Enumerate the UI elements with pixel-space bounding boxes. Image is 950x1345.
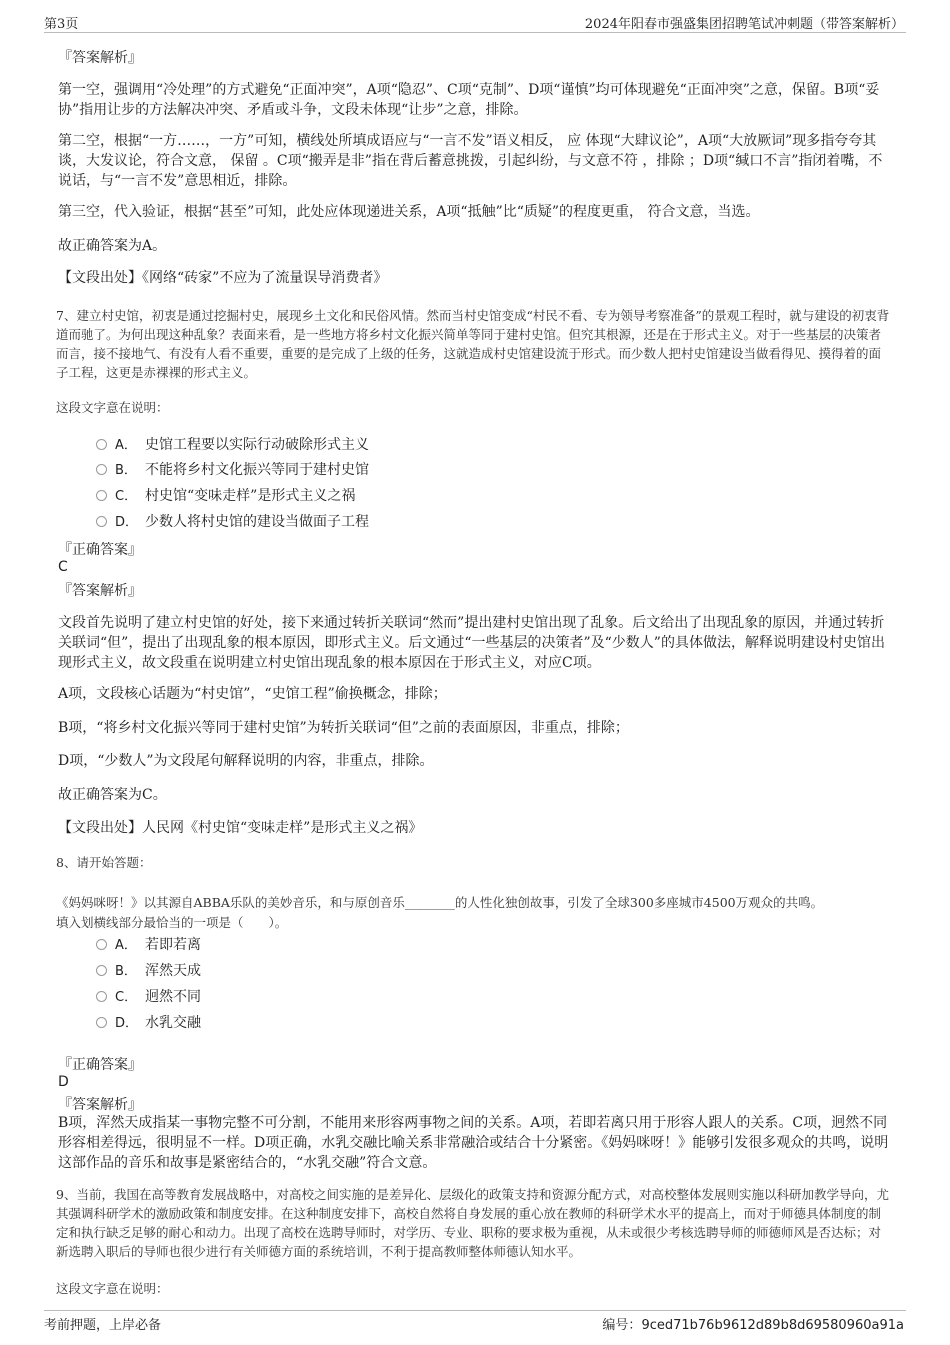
radio-icon[interactable] bbox=[96, 991, 107, 1002]
q7-stem: 7、建立村史馆，初衷是通过挖掘村史，展现乡土文化和民俗风情。然而当村史馆变成“村民不看、专为领导考察准备”的景观工程时，就与建设的初衷背道而驰了。为何出现这种乱象？表面来看，是一些地方将乡村文化振兴简单等同于建村史馆。但究其根源，还是在于形式主义。对于一些基层的决策者而言，接不接地气、有没有人看不重要，重要的是完成了上级的任务，这就造成村史馆建设流于形式。而少数人把村史馆建设当做看得见、摸得着的面子工程，这更是赤裸裸的形式主义。 bbox=[56, 308, 890, 380]
q7-correct-answer: C bbox=[58, 559, 68, 575]
q6-source: 【文段出处】《网络“砖家”不应为了流量误导消费者》 bbox=[58, 270, 388, 286]
q8-body: 《妈妈咪呀！》以其源自ABBA乐队的美妙音乐，和与原创音乐________的人性化独创故事，引发了全球300多座城市4500万观众的共鸣。 bbox=[56, 895, 824, 910]
q7-correct-label: 『正确答案』 bbox=[58, 542, 142, 558]
radio-icon[interactable] bbox=[96, 464, 107, 475]
q7-analysis-p4: D项，“少数人”为文段尾句解释说明的内容，非重点，排除。 bbox=[58, 753, 434, 769]
document-title: 2024年阳春市强盛集团招聘笔试冲刺题（带答案解析） bbox=[584, 17, 904, 32]
q6-analysis-conclusion: 故正确答案为A。 bbox=[58, 238, 167, 254]
footer-code-value: 9ced71b76b9612d89b8d69580960a91a bbox=[641, 1318, 904, 1333]
q7-analysis-p3: B项，“将乡村文化振兴等同于建村史馆”为转折关联词“但”之前的表面原因，非重点，排除； bbox=[58, 720, 629, 736]
q9-prompt: 这段文字意在说明： bbox=[56, 1281, 169, 1296]
footer-code-label: 编号： bbox=[602, 1318, 642, 1333]
q8-correct-label: 『正确答案』 bbox=[58, 1057, 142, 1073]
q7-analysis-label: 『答案解析』 bbox=[58, 583, 142, 599]
radio-icon[interactable] bbox=[96, 439, 107, 450]
q7-analysis-p2: A项，文段核心话题为“村史馆”，“史馆工程”偷换概念，排除； bbox=[58, 686, 447, 702]
q8-option-a[interactable]: A． 若即若离 bbox=[96, 935, 201, 956]
q7-prompt: 这段文字意在说明： bbox=[56, 400, 169, 415]
q7-option-c[interactable]: C． 村史馆“变味走样”是形式主义之祸 bbox=[96, 486, 355, 507]
radio-icon[interactable] bbox=[96, 490, 107, 501]
q7-option-d[interactable]: D． 少数人将村史馆的建设当做面子工程 bbox=[96, 512, 369, 533]
q7-analysis-p1: 文段首先说明了建立村史馆的好处，接下来通过转折关联词“然而”提出建村史馆出现了乱象。后文给出了出现乱象的原因，并通过转折关联词“但”，提出了出现乱象的根本原因，即形式主义。后文通过“一些基层的决策者”及“少数人”的具体做法，解释说明建设村史馆出现形式主义，故文段重在说明建立村史馆出现乱象的根本原因在于形式主义，对应C项。 bbox=[58, 615, 885, 671]
q8-correct-answer: D bbox=[58, 1074, 69, 1090]
q8-option-b[interactable]: B． 浑然天成 bbox=[96, 961, 201, 982]
q7-option-b[interactable]: B． 不能将乡村文化振兴等同于建村史馆 bbox=[96, 460, 369, 481]
radio-icon[interactable] bbox=[96, 965, 107, 976]
q8-analysis-p1: B项，浑然天成指某一事物完整不可分割，不能用来形容两事物之间的关系。A项，若即若离只用于形容人跟人的关系。C项，迥然不同形容相差得远，很明显不一样。D项正确，水乳交融比喻关系非常融洽或结合十分紧密。《妈妈咪呀！》能够引发很多观众的共鸣，说明这部作品的音乐和故事是紧密结合的，“水乳交融”符合文意。 bbox=[58, 1115, 889, 1171]
radio-icon[interactable] bbox=[96, 1017, 107, 1028]
header-divider bbox=[44, 32, 906, 33]
footer-code bbox=[602, 1314, 904, 1333]
radio-icon[interactable] bbox=[96, 516, 107, 527]
q7-option-a[interactable]: A． 史馆工程要以实际行动破除形式主义 bbox=[96, 435, 369, 456]
radio-icon[interactable] bbox=[96, 939, 107, 950]
q8-analysis-label: 『答案解析』 bbox=[58, 1097, 142, 1113]
q8-option-d[interactable]: D． 水乳交融 bbox=[96, 1013, 201, 1034]
page-number: 第3页 bbox=[44, 17, 79, 32]
q6-analysis-p1: 第一空，强调用“冷处理”的方式避免“正面冲突”，A项“隐忍”、C项“克制”、D项“谨慎”均可体现避免“正面冲突”之意，保留。B项“妥协”指用让步的方法解决冲突、矛盾或斗争，文段未体现“让步”之意，排除。 bbox=[58, 82, 880, 118]
q8-option-c[interactable]: C． 迥然不同 bbox=[96, 987, 201, 1008]
q7-analysis-conclusion: 故正确答案为C。 bbox=[58, 787, 167, 803]
q6-analysis-label: 『答案解析』 bbox=[58, 50, 142, 66]
footer-slogan: 考前押题，上岸必备 bbox=[44, 1318, 162, 1333]
q8-instruction: 填入划横线部分最恰当的一项是（ ）。 bbox=[56, 915, 288, 930]
footer-divider bbox=[44, 1310, 906, 1311]
q6-analysis-p3: 第三空，代入验证，根据“甚至”可知，此处应体现递进关系，A项“抵触”比“质疑”的程度更重， 符合文意，当选。 bbox=[58, 204, 760, 220]
q9-stem: 9、当前，我国在高等教育发展战略中，对高校之间实施的是差异化、层级化的政策支持和资源分配方式，对高校整体发展则实施以科研加教学导向，尤其强调科研学术的激励政策和制度安排。在这种制度安排下，高校自然将自身发展的重心放在教师的科研学术水平的提高上，而对于师德具体制度的制定和执行缺乏足够的耐心和动力。出现了高校在选聘导师时，对学历、专业、职称的要求极为重视，从未或很少考核选聘导师的师德师风是否达标；对新选聘入职后的导师也很少进行有关师德方面的系统培训，不利于提高教师整体师德认知水平。 bbox=[56, 1187, 889, 1259]
q6-analysis-p2: 第二空，根据“一方……，一方”可知，横线处所填成语应与“一言不发”语义相反， 应 体现“大肆议论”，A项“大放厥词”现多指夸夸其谈，大发议论，符合文意， 保留 。C项“搬弄是非”指在背后蓄意挑拨，引起纠纷，与文意不符 ，排除 ；D项“缄口不言”指闭着嘴，不说话，与“一言不发”意思相近，排除。 bbox=[58, 133, 883, 189]
q7-source: 【文段出处】人民网《村史馆“变味走样”是形式主义之祸》 bbox=[58, 820, 423, 836]
q8-stem: 8、请开始答题： bbox=[56, 855, 152, 870]
